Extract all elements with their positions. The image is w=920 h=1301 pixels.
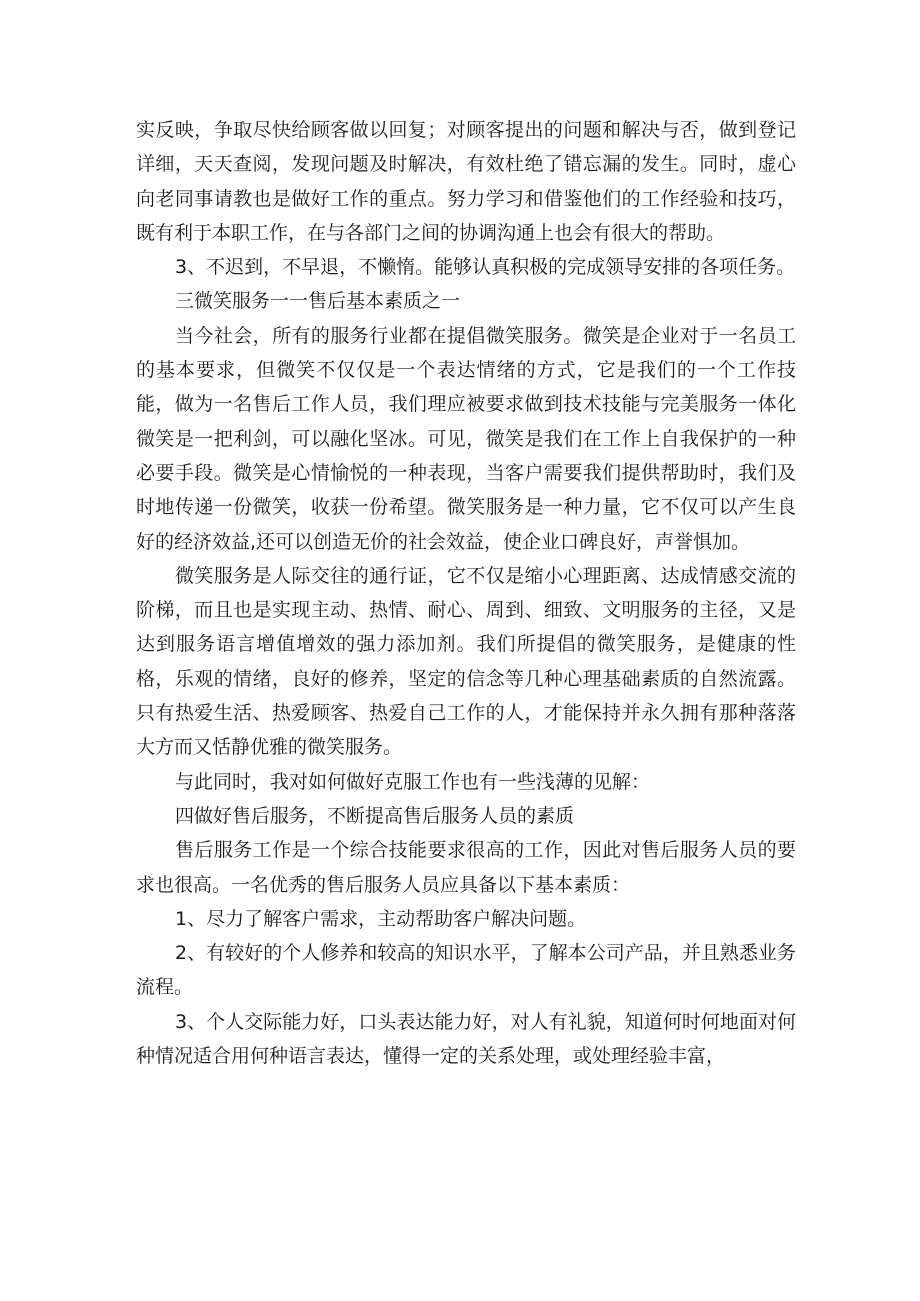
paragraph-smile-service-intro: 当今社会，所有的服务行业都在提倡微笑服务。微笑是企业对于一名员工的基本要求，但微笑不仅仅是一个表达情绪的方式，它是我们的一个工作技能，做为一名售后工作人员，我们理应被要求做到技术技能与完美服务一体化微笑是一把利剑，可以融化坚冰。可见，微笑是我们在工作上自我保护的一种必要手段。微笑是心情愉悦的一种表现，当客户需要我们提供帮助时，我们及时地传递一份微笑，收获一份希望。微笑服务是一种力量，它不仅可以产生良好的经济效益,还可以创造无价的社会效益，使企业口碑良好，声誉惧加。 (136, 324, 796, 553)
list-item-1: 1、尽力了解客户需求，主动帮助客户解决问题。 (175, 907, 587, 930)
section-heading-smile-service: 三微笑服务一一售后基本素质之一 (175, 290, 461, 313)
document-body (136, 113, 796, 1073)
paragraph-transition: 与此同时，我对如何做好克服工作也有一些浅薄的见解： (175, 770, 651, 793)
paragraph-smile-service-passport: 微笑服务是人际交往的通行证，它不仅是缩小心理距离、达成情感交流的阶梯，而且也是实现主动、热情、耐心、周到、细致、文明服务的主径，又是达到服务语言增值增效的强力添加剂。我们所提倡的微笑服务，是健康的性格，乐观的情绪，良好的修养，坚定的信念等几种心理基础素质的自然流露。只有热爱生活、热爱顾客、热爱自己工作的人，才能保持并永久拥有那种落落大方而又恬静优雅的微笑服务。 (136, 564, 796, 759)
paragraph-quality-requirements: 售后服务工作是一个综合技能要求很高的工作，因此对售后服务人员的要求也很高。一名优秀的售后服务人员应具备以下基本素质： (136, 839, 796, 896)
paragraph-item-3-punctuality: 3、不迟到，不早退，不懒惰。能够认真积极的完成领导安排的各项任务。 (175, 256, 796, 279)
paragraph-continuation: 实反映，争取尽快给顾客做以回复；对顾客提出的问题和解决与否，做到登记详细，天天查阅，发现问题及时解决，有效杜绝了错忘漏的发生。同时，虚心向老同事请教也是做好工作的重点。努力学习和借鉴他们的工作经验和技巧，既有利于本职工作，在与各部门之间的协调沟通上也会有很大的帮助。 (136, 119, 796, 244)
section-heading-improve-quality: 四做好售后服务，不断提高售后服务人员的素质 (175, 804, 575, 827)
list-item-3: 3、个人交际能力好，口头表达能力好，对人有礼貌，知道何时何地面对何种情况适合用何种语言表达，懂得一定的关系处理，或处理经验丰富， (136, 1010, 796, 1068)
list-item-2: 2、有较好的个人修养和较高的知识水平，了解本公司产品，并且熟悉业务流程。 (136, 942, 796, 999)
